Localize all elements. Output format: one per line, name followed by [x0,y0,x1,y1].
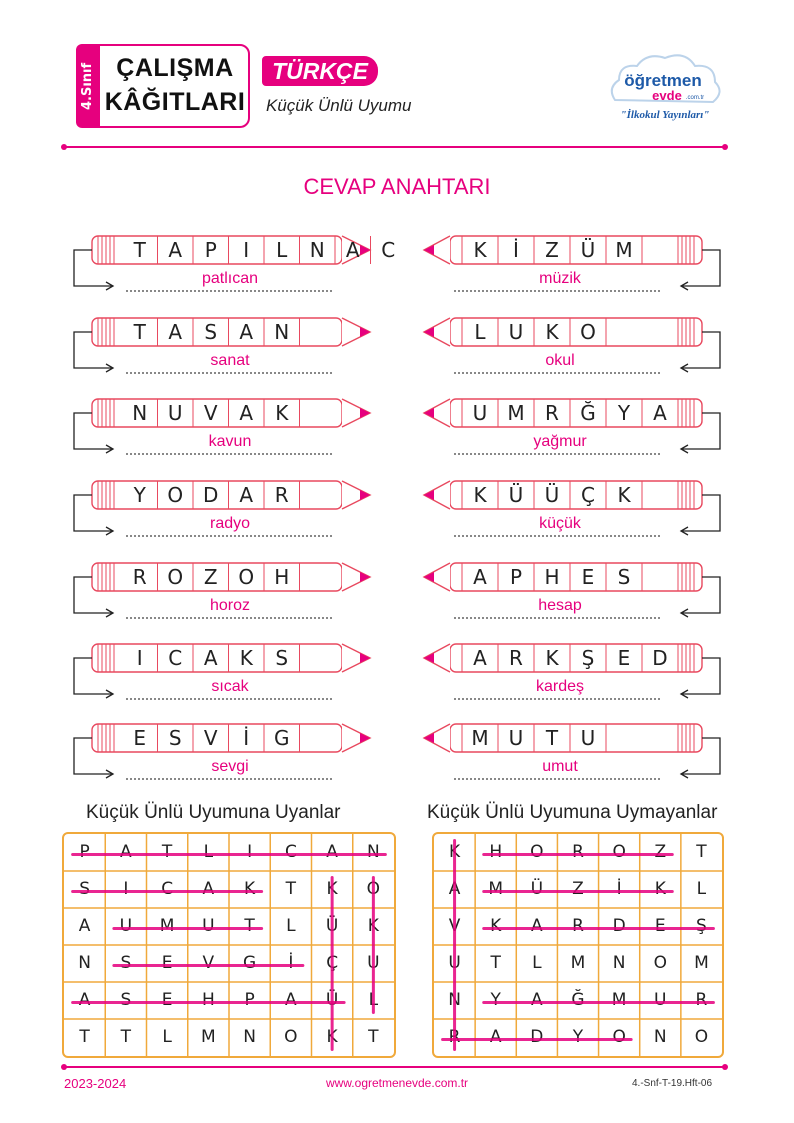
answer-dotted-line [126,698,332,700]
grid-cell: L [532,953,542,973]
pencil-lead [360,408,370,418]
grid-cell: T [120,1027,132,1047]
grid-cell: E [654,916,666,936]
answer-dotted-line [126,778,332,780]
pencil-lead [424,408,434,418]
grid-cell: G [243,953,257,973]
answer-word: okul [545,352,575,369]
pencil-left-4 [60,477,374,541]
answer-key-heading: CEVAP ANAHTARI [303,174,491,199]
grid-cell: R [572,916,584,936]
pencil-letter: T [545,726,559,750]
pencil-letter: U [167,401,183,425]
pencil-lead [424,490,434,500]
grid-cell: V [202,953,215,973]
grid-cell: A [285,990,297,1010]
footer-code: 4.-Snf-T-19.Hft-06 [632,1078,713,1089]
pencil-right-1 [420,232,734,296]
pencil-letter: A [345,238,360,262]
grid-cell: A [120,842,132,862]
subject-badge: TÜRKÇE [262,56,378,86]
grid-cell: K [490,916,502,936]
grid-cell: L [203,842,214,862]
grid-cell: N [448,990,461,1010]
grid-cell: T [490,953,501,973]
pencil-letter: A [239,320,254,344]
grid-cell: V [448,916,461,936]
answer-word: müzik [539,270,581,287]
pencil-right-2 [420,314,734,378]
pencil-letter: K [545,646,559,670]
pencil-letter: H [544,565,560,589]
grid-cell: C [161,879,174,899]
answer-word: patlıcan [201,270,259,287]
grid-cell: L [286,916,296,936]
grid-cell: K [326,1027,338,1047]
pencil-letter: R [274,483,289,507]
rule-dot-right [722,144,728,150]
grid-cell: A [531,990,543,1010]
pencil-letter: L [276,238,288,262]
pencil-left-3 [60,395,374,459]
grid-cell: N [367,842,380,862]
pencil-letter: İ [243,726,250,750]
pencil-letter: A [203,646,218,670]
answer-word: radyo [209,515,251,532]
pencil-letter: C [168,646,183,670]
pencil-letter: N [274,320,290,344]
grid-cell: U [119,916,133,936]
grid-cell: A [326,842,338,862]
pencil-letter: P [204,238,217,262]
pencil-letter: N [132,401,148,425]
pencil-letter: O [238,565,255,589]
pencil-lead [360,327,370,337]
pencil-letter: V [203,726,218,750]
grid-cell: Ğ [571,990,585,1010]
pencil-letter: K [473,483,487,507]
grid-cell: U [448,953,461,973]
answer-word: yağmur [533,433,587,450]
pencil-lead [360,490,370,500]
grid-cell: T [244,916,255,936]
answer-word: kardeş [535,678,585,695]
grid-cell: U [202,916,215,936]
answer-dotted-line [454,617,660,619]
pencil-letter: A [239,483,254,507]
grid-cell: R [695,990,708,1010]
grade-label: 4.Sınıf [80,62,95,110]
answer-dotted-line [126,290,332,292]
pencil-letter: O [167,565,184,589]
pencil-letter: T [133,320,146,344]
grid-cell: M [694,953,709,973]
answer-dotted-line [454,372,660,374]
grid-cell: U [654,990,667,1010]
grid-cell: H [489,842,503,862]
grid-cell: P [79,842,90,862]
pencil-lead [360,653,370,663]
answer-dotted-line [454,453,660,455]
pencil-letter: Ğ [580,401,596,425]
grid-cell: R [572,842,584,862]
pencil-letter: O [580,320,596,344]
pencil-letter: Y [617,401,631,425]
answer-word: kavun [208,433,252,450]
pencil-letter: R [545,401,559,425]
answer-word: horoz [209,597,251,614]
pencil-letter: N [309,238,325,262]
pencil-letter: U [508,320,524,344]
grid-cell: L [162,1027,172,1047]
answer-dotted-line [126,453,332,455]
grid-cell: M [159,916,175,936]
grid-cell: Z [572,879,584,899]
pencil-letter: G [274,726,290,750]
pencil-letter: Y [133,483,146,507]
header-rule [64,146,726,148]
grid-cell: A [78,990,91,1010]
pencil-letter: Ü [580,238,596,262]
grid-cell: A [78,916,91,936]
pencil-right-4 [420,477,734,541]
pencil-letter: Ş [581,646,595,670]
grid-cell: E [161,953,173,973]
footer-dot-right [722,1064,728,1070]
answer-dotted-line [454,535,660,537]
answer-word: küçük [539,515,581,532]
grid-cell: M [201,1027,216,1047]
pencil-letter: R [132,565,147,589]
grid-cell: N [243,1027,256,1047]
grid-cell: S [79,879,91,899]
grid-cell: A [202,879,215,899]
pencil-letter: M [471,726,489,750]
grid-cell: İ [616,879,622,899]
grid-cell: A [531,916,543,936]
grid-cell: Y [572,1027,584,1047]
pencil-right-5 [420,559,734,623]
pencil-letter: S [275,646,289,670]
pencil-letter: V [203,401,218,425]
wordsearch-right-title: Küçük Ünlü Uyumuna Uymayanlar [427,802,718,823]
pencil-letter: Ç [581,483,595,507]
pencil-right-6 [420,640,734,704]
pencil-letter: K [473,238,487,262]
pencil-letter: A [168,238,183,262]
grid-cell: A [448,879,461,899]
logo-word-bottom: evde [652,88,682,103]
pencil-letter: A [473,565,487,589]
grid-cell: O [366,879,381,899]
pencil-letter: U [472,401,488,425]
pencil-letter: E [133,726,147,750]
grid-cell: M [570,953,586,973]
pencil-right-3 [420,395,734,459]
pencil-lead [424,245,434,255]
wordsearch-right-grid [432,832,724,1058]
pencil-right-7 [420,720,734,784]
grid-cell: M [611,990,627,1010]
answer-word: sevgi [211,758,249,775]
wordsearch-left-title: Küçük Ünlü Uyumuna Uyanlar [86,802,341,823]
grid-cell: H [201,990,215,1010]
grid-cell: Ş [696,916,707,936]
grid-cell: S [120,953,132,973]
pencil-lead [424,572,434,582]
grid-cell: O [694,1027,709,1047]
footer-rule [64,1066,726,1068]
pencil-letter: E [617,646,631,670]
logo-slogan: "İlkokul Yayınları" [620,109,710,121]
pencil-left-2 [60,314,374,378]
answer-dotted-line [454,698,660,700]
grid-cell: K [244,879,256,899]
pencil-letter: A [653,401,667,425]
grid-cell: D [530,1027,544,1047]
grid-cell: C [284,842,297,862]
grid-cell: L [368,990,379,1010]
grid-cell: L [696,879,707,899]
pencil-letter: Ü [508,483,524,507]
pencil-letter: S [204,320,218,344]
grid-cell: Z [654,842,667,862]
answer-word: sanat [210,352,250,369]
pencil-letter: Z [203,565,218,589]
grid-cell: K [367,916,379,936]
topic-subtitle: Küçük Ünlü Uyumu [266,96,412,115]
footer-year: 2023-2024 [64,1076,127,1091]
answer-dotted-line [126,535,332,537]
grid-cell: N [612,953,626,973]
grid-cell: O [530,842,544,862]
answer-dotted-line [126,617,332,619]
pencil-letter: P [509,565,523,589]
grid-cell: M [488,879,504,899]
pencil-left-7 [60,720,374,784]
grid-cell: U [367,953,380,973]
footer-website: www.ogretmenevde.com.tr [325,1076,469,1090]
pencil-lead [424,733,434,743]
pencil-letter: K [239,646,253,670]
publisher-logo [605,50,725,130]
grid-cell: K [448,842,461,862]
grid-cell: A [489,1027,502,1047]
answer-word: hesap [538,597,582,614]
grid-cell: O [612,1027,626,1047]
pencil-left-5 [60,559,374,623]
grid-cell: Ç [326,953,339,973]
pencil-letter: A [239,401,254,425]
title-line-2: KÂĞITLARI [104,88,246,116]
answer-dotted-line [454,290,660,292]
grid-cell: T [79,1027,90,1047]
pencil-letter: K [617,483,631,507]
grid-cell: N [653,1027,667,1047]
grid-cell: O [612,842,626,862]
title-box [98,44,250,128]
pencil-letter: U [580,726,596,750]
pencil-letter: E [581,565,595,589]
pencil-letter: A [473,646,487,670]
logo-domain: .com.tr [685,95,705,101]
logo-word-top: öğretmen [624,71,702,90]
pencil-letter: K [275,401,289,425]
grid-cell: Ü [530,879,544,899]
grid-cell: P [244,990,255,1010]
title-line-1: ÇALIŞMA [116,54,234,82]
grid-cell: T [696,842,707,862]
answer-dotted-line [454,778,660,780]
pencil-letter: R [509,646,523,670]
grid-cell: T [285,879,297,899]
pencil-lead [424,653,434,663]
pencil-letter: S [168,726,182,750]
answer-word: sıcak [211,678,249,695]
pencil-letter: H [274,565,290,589]
pencil-letter: A [168,320,183,344]
pencil-letter: D [652,646,668,670]
pencil-letter: C [381,238,396,262]
pencil-lead [360,572,370,582]
grid-cell: Ü [325,916,339,936]
grid-cell: I [123,879,129,899]
pencil-letter: D [203,483,219,507]
grid-cell: Y [490,990,501,1010]
pencil-left-6 [60,640,374,704]
grid-cell: S [120,990,132,1010]
grid-cell: T [368,1027,379,1047]
grid-cell: O [653,953,667,973]
pencil-letter: K [545,320,559,344]
pencil-letter: L [474,320,486,344]
pencil-letter: U [508,726,524,750]
pencil-lead [360,733,370,743]
pencil-letter: Ü [544,483,560,507]
grid-cell: O [284,1027,298,1047]
pencil-letter: Z [545,238,559,262]
pencil-letter: I [243,238,250,262]
grid-cell: N [78,953,91,973]
grid-cell: I [247,842,253,862]
pencil-letter: T [133,238,146,262]
grid-cell: D [612,916,626,936]
pencil-left-1 [60,232,396,296]
pencil-letter: S [617,565,631,589]
grid-cell: İ [288,953,294,973]
pencil-letter: İ [513,238,519,262]
grid-cell: T [161,842,173,862]
pencil-letter: O [167,483,184,507]
pencil-letter: M [507,401,525,425]
grid-cell: Ü [325,990,339,1010]
pencil-lead [424,327,434,337]
pencil-letter: M [615,238,633,262]
answer-word: umut [542,758,578,775]
grid-cell: E [161,990,173,1010]
pencil-letter: I [136,646,143,670]
answer-dotted-line [126,372,332,374]
grid-cell: K [326,879,338,899]
grid-cell: R [448,1027,461,1047]
wordsearch-left-grid [62,832,396,1058]
grid-cell: K [654,879,666,899]
